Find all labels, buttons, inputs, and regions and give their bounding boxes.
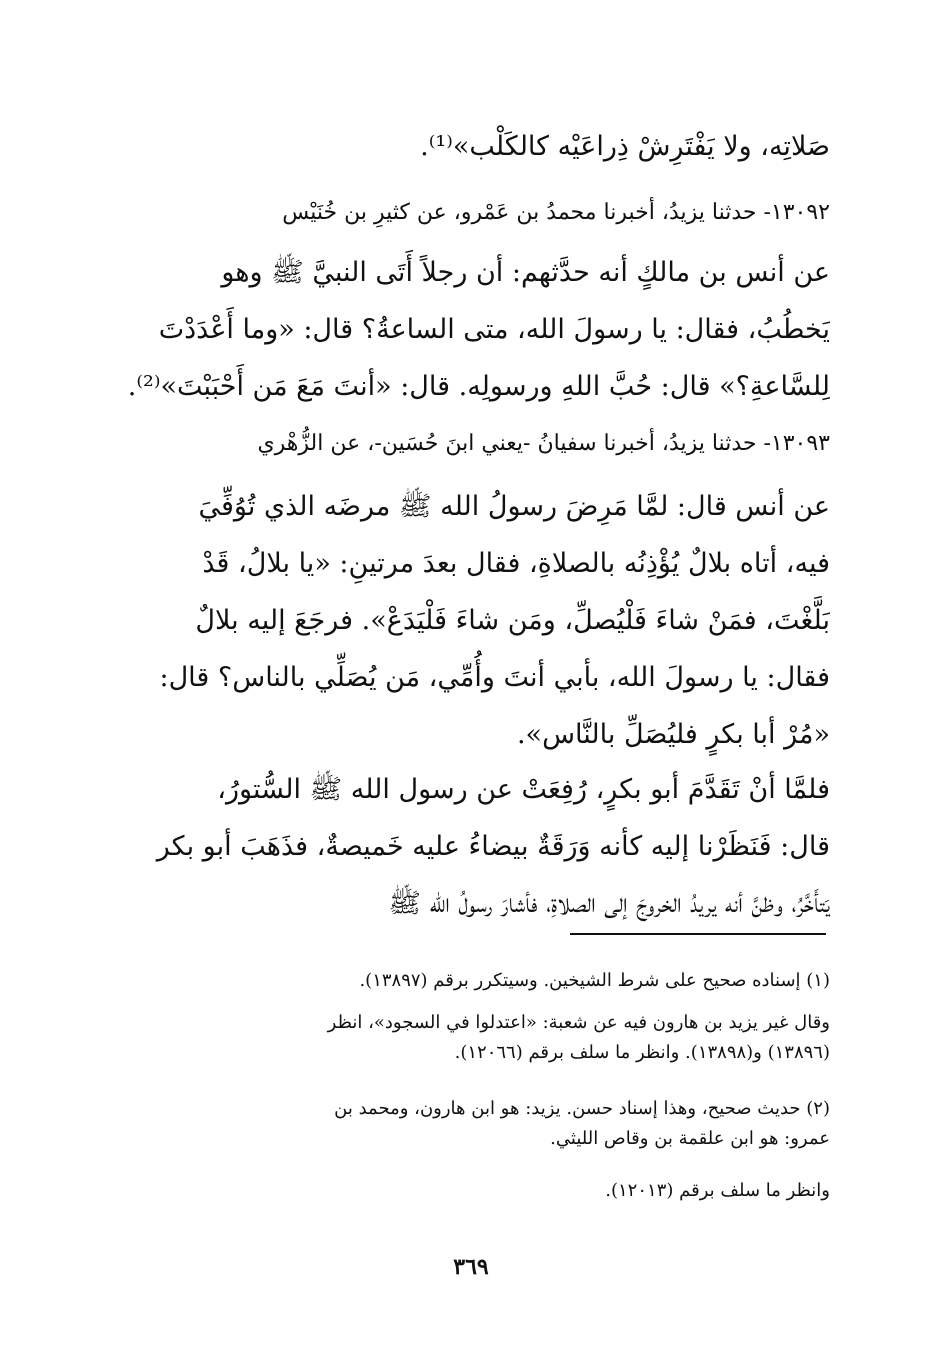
body-line: يَتأَخَّرُ، وظنَّ أنه يريدُ الخروجَ إلى الصلاةِ، فأشارَ رسولُ الله ﷺ — [388, 888, 830, 919]
body-line: بَلَّغْتَ، فمَنْ شاءَ فَلْيُصلِّ، ومَن شاءَ فَلْيَدَعْ». فرجَعَ إليه بلالٌ — [195, 605, 830, 636]
body-line: فقال: يا رسولَ الله، بأبي أنتَ وأُمِّي، مَن يُصَلِّي بالناس؟ قال: — [159, 662, 830, 693]
footnote-1 — [118, 966, 830, 996]
hadith-13092-text — [118, 244, 830, 415]
body-line: لِلسَّاعةِ؟» قال: حُبَّ اللهِ ورسولِه. قال: «أنتَ مَعَ مَن أَحْبَبْتَ»⁽²⁾. — [127, 371, 830, 402]
body-line: يَخطُبُ، فقال: يا رسولَ الله، متى الساعةُ؟ قال: «وما أَعْدَدْتَ — [158, 314, 830, 345]
footnote-line: (١٣٨٩٦) و(١٣٨٩٨). وانظر ما سلف برقم (١٢٠٦٦). — [454, 1042, 830, 1063]
body-line: «مُرْ أبا بكرٍ فليُصَلِّ بالنَّاس». — [516, 719, 830, 750]
footnote-1-continued — [118, 1008, 830, 1068]
page-number: ٣٦٩ — [453, 1254, 489, 1280]
body-line: قال: فَنَظَرْنا إليه كأنه وَرَقَةٌ بيضاءُ عليه خَميصةٌ، فذَهَبَ أبو بكر — [156, 831, 830, 862]
body-line: فلمَّا أنْ تَقَدَّمَ أبو بكرٍ، رُفِعَتْ عن رسول الله ﷺ السُّتورُ، — [217, 774, 830, 805]
footnote-line: وانظر ما سلف برقم (١٢٠١٣). — [605, 1180, 830, 1201]
body-line-1-block — [118, 118, 830, 175]
body-line: عن أنس بن مالكٍ أنه حدَّثهم: أن رجلاً أَتَى النبيَّ ﷺ وهو — [221, 257, 830, 288]
footnote-line: عمرو: هو ابن علقمة بن وقاص الليثي. — [550, 1128, 830, 1149]
hadith-13093-text — [118, 478, 830, 763]
hadith-header-line: ١٣٠٩٣- حدثنا يزيدُ، أخبرنا سفيانُ -يعني ابنَ حُسَين-، عن الزُّهْري — [257, 431, 830, 456]
paragraph-3-text — [118, 761, 830, 932]
footnote-2 — [118, 1094, 830, 1154]
hadith-13092-header — [118, 193, 830, 233]
hadith-header-line: ١٣٠٩٢- حدثنا يزيدُ، أخبرنا محمدُ بن عَمْرو، عن كثيرِ بن خُنَيْس — [282, 200, 830, 225]
footnote-line: وقال غير يزيد بن هارون فيه عن شعبة: «اعتدلوا في السجود»، انظر — [327, 1012, 830, 1033]
body-line: صَلاتِه، ولا يَفْتَرِشْ ذِراعَيْه كالكَلْب»⁽¹⁾. — [420, 131, 830, 162]
body-line: عن أنس قال: لمَّا مَرِضَ رسولُ الله ﷺ مرضَه الذي تُوُفِّيَ — [198, 491, 830, 522]
body-line: فيه، أتاه بلالٌ يُؤْذِنُه بالصلاةِ، فقال بعدَ مرتينِ: «يا بلالُ، قَدْ — [202, 548, 830, 579]
footnote-separator — [570, 933, 826, 935]
footnote-line: (١) إسناده صحيح على شرط الشيخين. وسيتكرر برقم (١٣٨٩٧). — [359, 970, 830, 991]
footnote-line: (٢) حديث صحيح، وهذا إسناد حسن. يزيد: هو ابن هارون، ومحمد بن — [334, 1098, 830, 1119]
footnote-2-see-also — [118, 1176, 830, 1206]
hadith-13093-header — [118, 424, 830, 464]
